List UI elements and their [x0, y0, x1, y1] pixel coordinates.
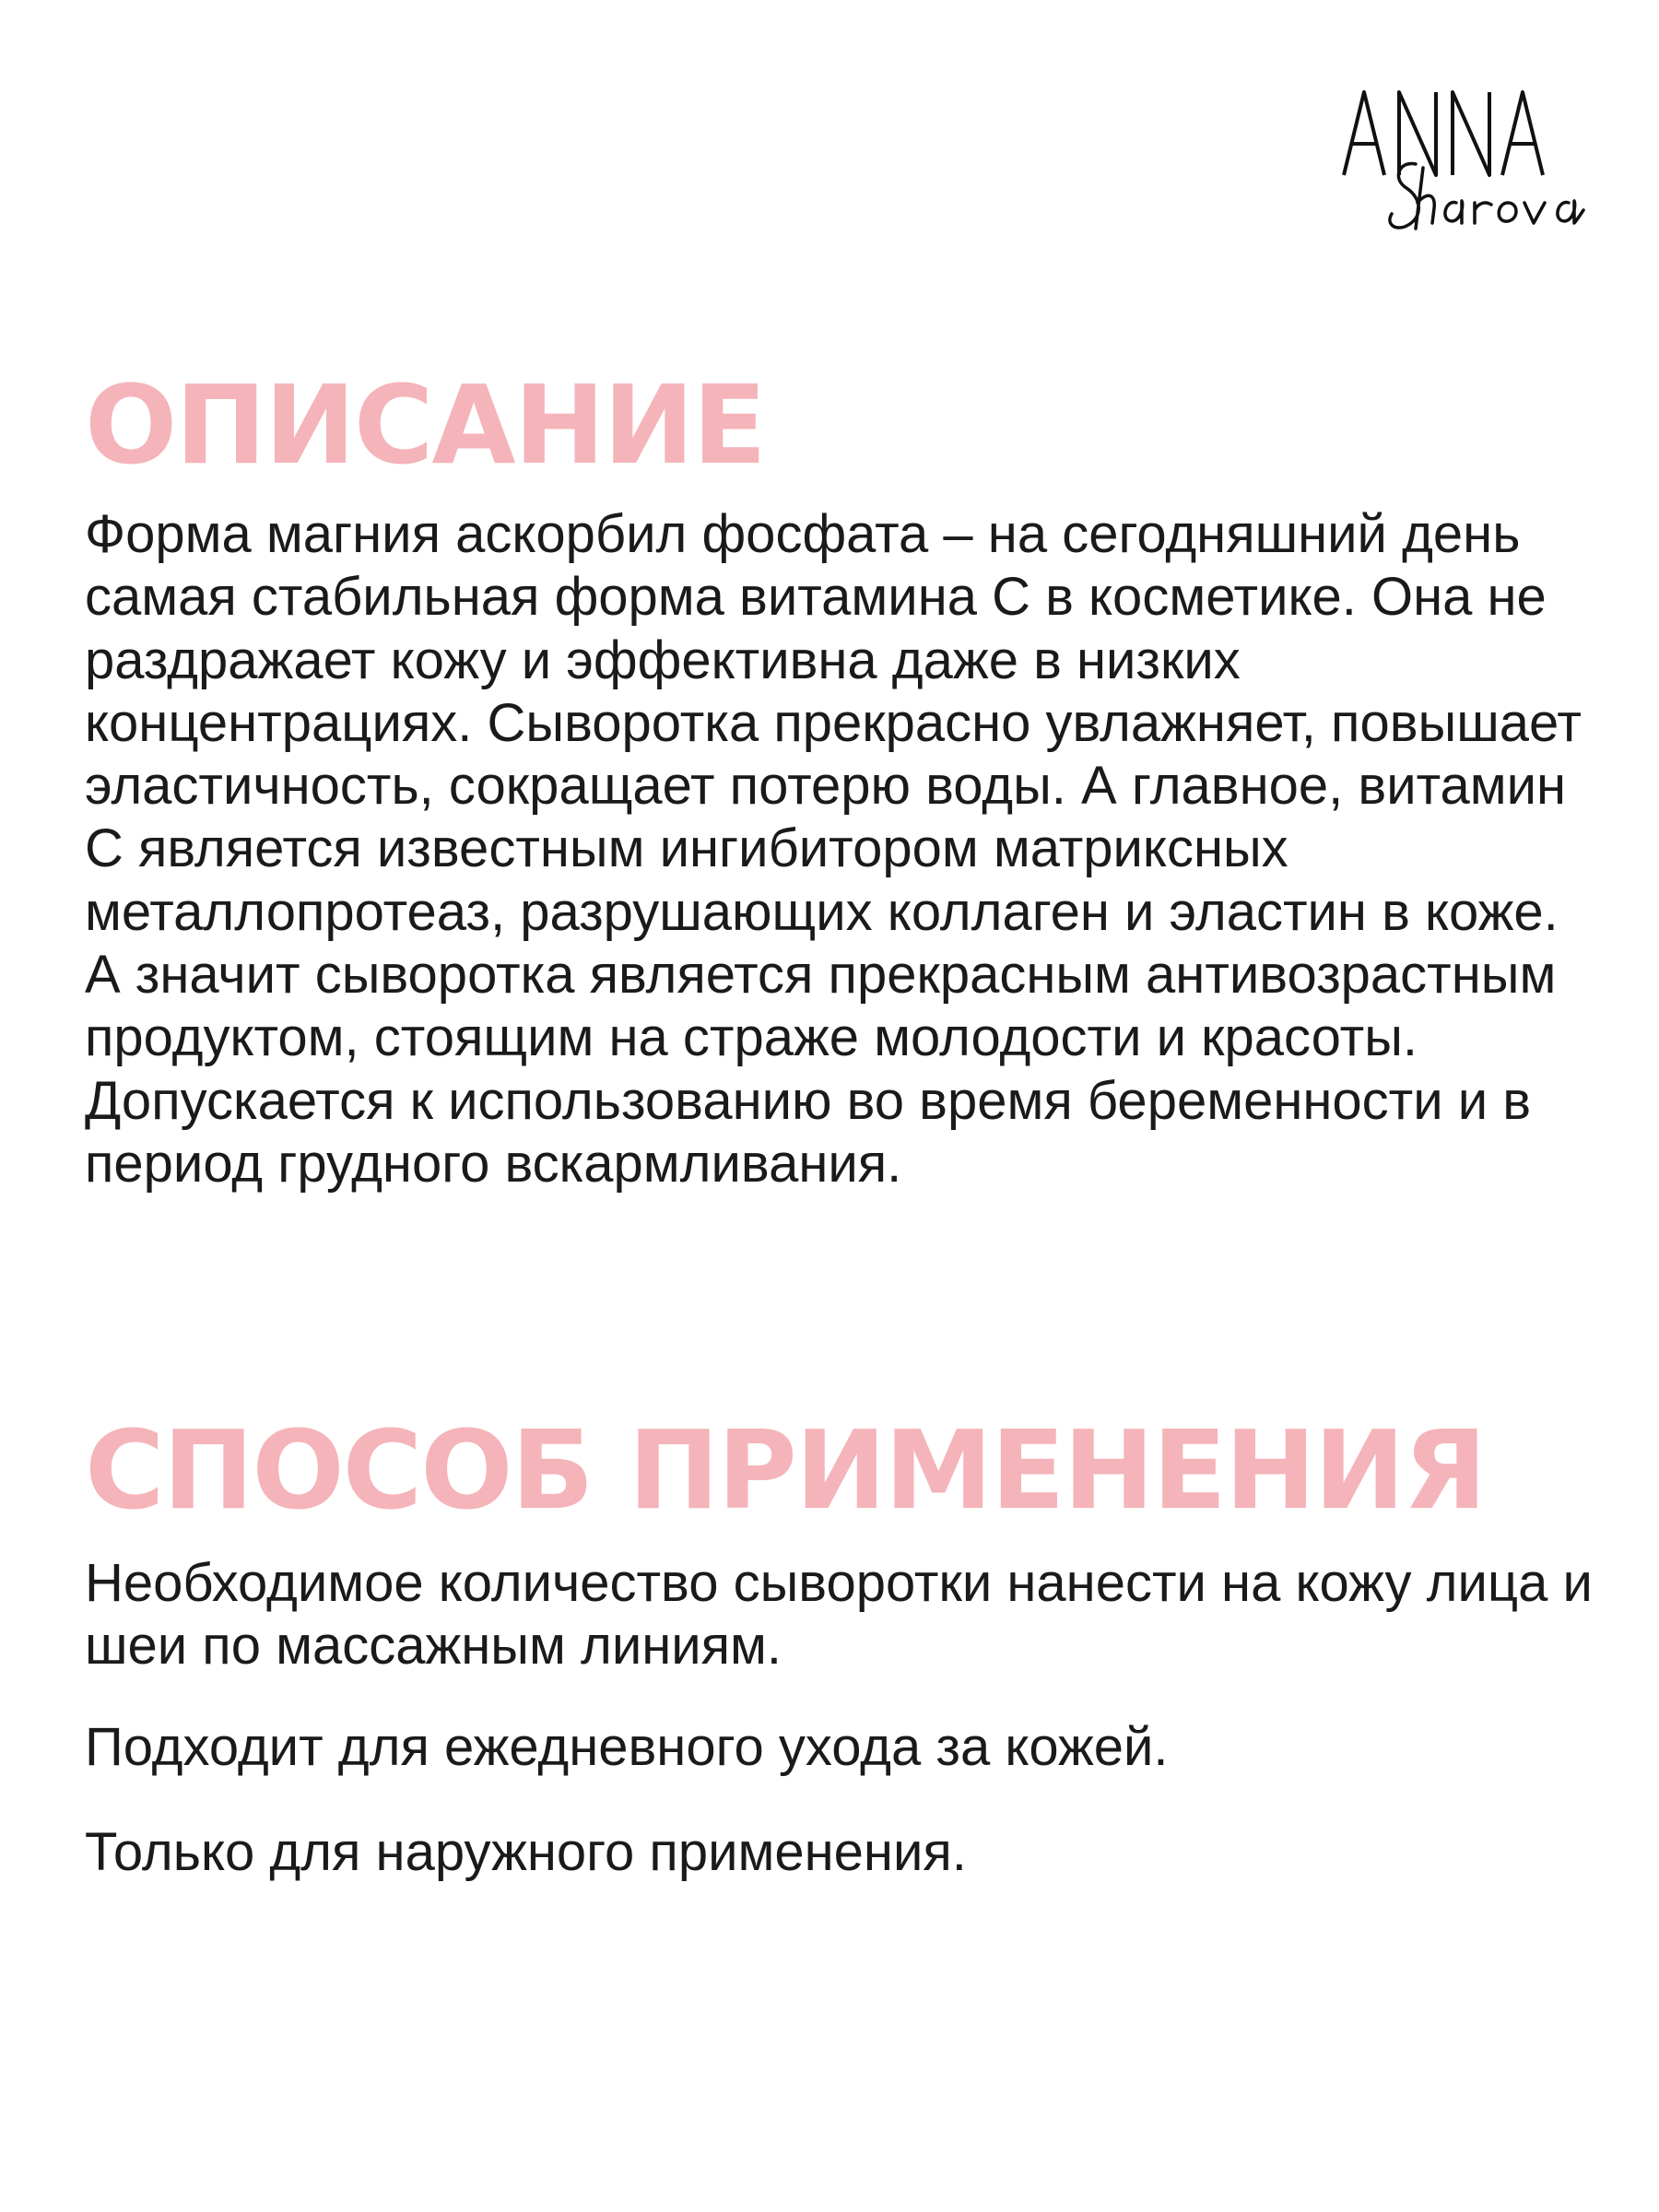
- usage-paragraph-external: Только для наружного применения.: [85, 1822, 967, 1882]
- usage-title: СПОСОБ ПРИМЕНЕНИЯ: [85, 1406, 1486, 1534]
- description-text: Форма магния аскорбил фосфата – на сегодняшний день самая стабильная форма витамина С в косметике. Она не раздражает кожу и эффективна даже в низких концентрациях. Сыворотка прекрасно увлажняет, повышает эластичность, сокращает потерю воды. А главное, витамин С является известным ингибитором матриксных металлопротеаз, разрушающих коллаген и эластин в коже. А значит сыворотка является прекрасным антивозрастным продуктом, стоящим на страже молодости и красоты. Допускается к использованию во время беременности и в период грудного вскармливания.: [85, 504, 1582, 1194]
- usage-paragraph-application: Необходимое количество сыворотки нанести на кожу лица и шеи по массажным линиям.: [85, 1553, 1593, 1677]
- usage-paragraph-daily: Подходит для ежедневного ухода за кожей.: [85, 1717, 1169, 1777]
- description-title: ОПИСАНИЕ: [85, 361, 765, 488]
- brand-logo: [1327, 65, 1604, 276]
- brand-logo-mark: [1327, 65, 1604, 276]
